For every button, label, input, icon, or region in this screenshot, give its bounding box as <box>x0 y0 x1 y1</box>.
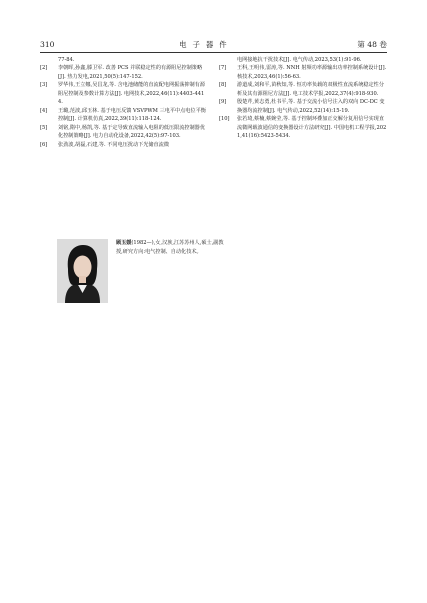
journal-title: 电子器件 <box>179 39 233 49</box>
reference-item <box>40 141 208 149</box>
author-profile <box>57 239 227 307</box>
reference-item <box>219 98 387 115</box>
reference-item <box>40 64 208 81</box>
reference-number: [8] <box>219 82 227 89</box>
author-bio <box>116 239 227 256</box>
reference-text: 77-84. <box>58 57 75 63</box>
reference-number: [3] <box>40 82 48 89</box>
reference-text: 刘铭,隋中,杨凯,等. 基于定导致直流输入电阻的低压限流控制器优化控制策略[J]. 电力自动化设备,2022,42(5):97-103. <box>58 124 205 140</box>
reference-text: 王璐,范波,邱玉林. 基于电压反馈 VSVPWM 三电平中点电位平衡控制[J]. 计算机仿真,2022,39(11):118-124. <box>58 107 206 123</box>
reference-number: [9] <box>219 99 227 106</box>
author-name: 顾玉媛 <box>116 240 132 246</box>
reference-item <box>40 124 208 141</box>
reference-item <box>219 56 387 64</box>
reference-list-left <box>40 56 208 149</box>
page-header <box>40 38 387 50</box>
page-number: 310 <box>40 39 55 49</box>
author-photo <box>57 239 108 303</box>
reference-list-right <box>219 56 387 141</box>
reference-number: [4] <box>40 107 48 114</box>
reference-item <box>40 107 208 124</box>
reference-item <box>219 81 387 98</box>
reference-item <box>40 56 208 64</box>
reference-number: [2] <box>40 65 48 72</box>
reference-item <box>40 81 208 106</box>
header-rule <box>40 52 387 53</box>
reference-number: [7] <box>219 65 227 72</box>
author-description: (1982—),女,汉族,江苏苏州人,硕士,副教授,研究方向:电气控制、自动化技术。 <box>116 240 224 255</box>
volume-label: 第 48 卷 <box>357 39 387 49</box>
reference-item <box>219 64 387 81</box>
reference-text: 电网接地抗干扰技术[J]. 电气传动,2023,53(1):91-96. <box>237 57 362 63</box>
reference-text: 殷楚芹,黄志勇,杜书平,等. 基于交流小信号注入的双向 DC-DC 变换器均流控制[J]. 电气传动,2022,52(14):15-19. <box>237 99 385 114</box>
reference-item <box>219 115 387 140</box>
reference-text: 游道成,刘和平,苗秋知,等. 恒功率负载的双极性直流系统稳定性分析及其有源阻尼方法[J]. 电工技术学报,2022,37(4):918-930. <box>237 82 384 97</box>
reference-number: [10] <box>219 116 230 123</box>
reference-number: [6] <box>40 141 48 148</box>
reference-number: [5] <box>40 124 48 131</box>
reference-text: 张若琦,蔡楠,蔡婉莹,等. 基于控制环叠加正交解分复用信号实现直流微网载波通信的变换器设计方法研究[J]. 中国电机工程学报,2021,41(16):5423-5434. <box>237 116 387 140</box>
reference-text: 张劲波,胡磊,石建,等. 不同电压扰动下光储直流微 <box>58 141 169 148</box>
reference-text: 王科,王明伟,雷涛,等. NNH 射频功率源输出功率控制系统设计[J]. 核技术,2023,46(1):56-63. <box>237 65 387 80</box>
reference-text: 李朝晖,孙鑫,滕卫军. 改善 PCS 并联稳定性的有源阻尼控制策略[J]. 热力发电,2021,50(5):147-152. <box>58 65 203 80</box>
reference-text: 罗华伟,王立娜,吴昌龙,等. 含电池储能的直流配电网振荡抑制有源阻尼控制及参数计算方法[J]. 电网技术,2022,46(11):4403-4414. <box>58 82 205 106</box>
